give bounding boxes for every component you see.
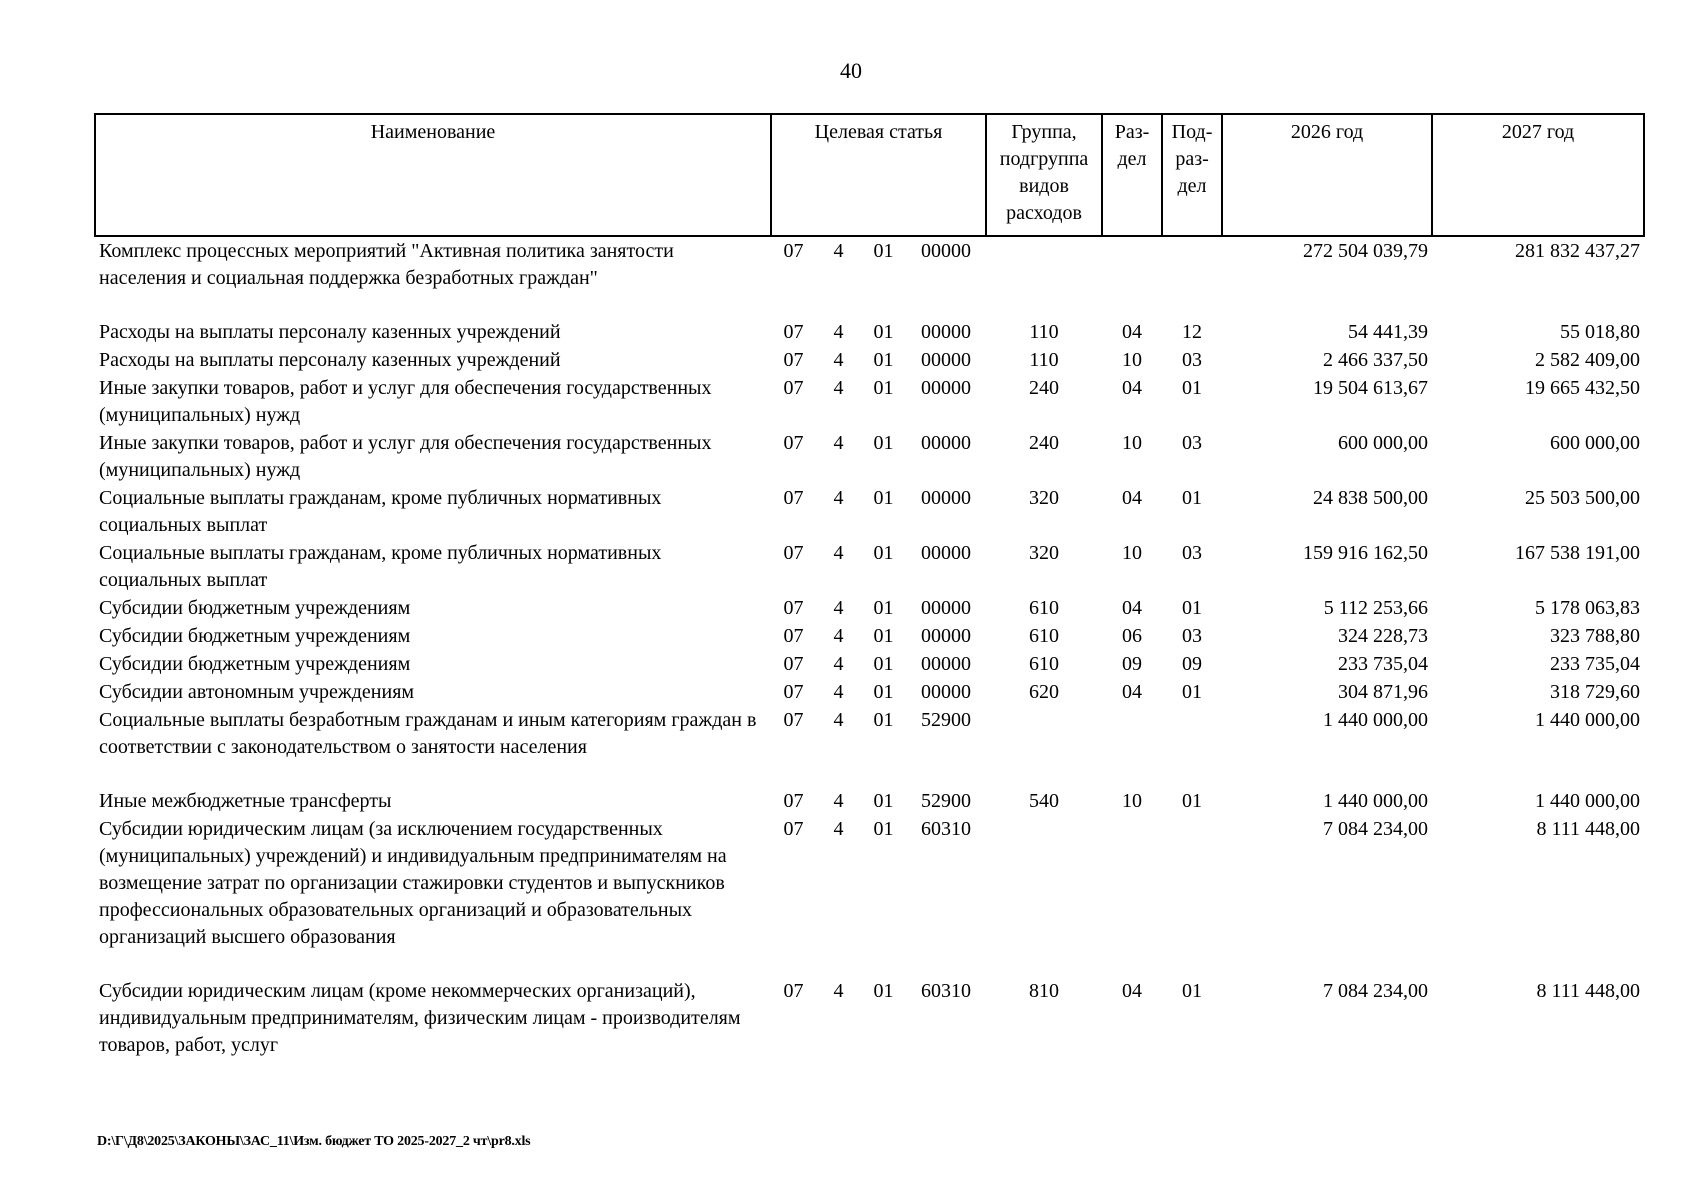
cell-subsection xyxy=(1162,706,1222,761)
cell-2026: 159 916 162,50 xyxy=(1303,542,1429,564)
cell-section: 04 xyxy=(1122,681,1143,703)
table-row xyxy=(95,622,1644,650)
cell-subsection: 03 xyxy=(1182,349,1203,371)
table-row xyxy=(95,977,1644,1059)
cell-section: 09 xyxy=(1122,653,1143,675)
cell-target-3: 01 xyxy=(873,321,894,343)
cell-2027: 25 503 500,00 xyxy=(1525,487,1641,509)
cell-2027: 55 018,80 xyxy=(1560,321,1641,343)
cell-target-4: 52900 xyxy=(921,790,972,812)
cell-name: Иные межбюджетные трансферты xyxy=(99,790,392,812)
cell-group: 110 xyxy=(1029,321,1059,343)
cell-section: 10 xyxy=(1122,542,1143,564)
header-name: Наименование xyxy=(95,114,771,236)
cell-target-2: 4 xyxy=(833,321,844,343)
cell-subsection: 03 xyxy=(1182,625,1203,647)
table-header-row xyxy=(95,114,1644,236)
cell-2026: 7 084 234,00 xyxy=(1323,980,1429,1002)
cell-2026: 272 504 039,79 xyxy=(1303,240,1429,262)
cell-group: 610 xyxy=(1029,597,1060,619)
cell-target-1: 07 xyxy=(783,597,804,619)
cell-2026: 324 228,73 xyxy=(1338,625,1429,647)
cell-target-4: 00000 xyxy=(921,240,972,262)
table-row xyxy=(95,539,1644,594)
cell-group: 320 xyxy=(1029,487,1060,509)
table-row xyxy=(95,706,1644,761)
cell-section: 04 xyxy=(1122,597,1143,619)
cell-2026: 1 440 000,00 xyxy=(1323,709,1429,731)
cell-group: 240 xyxy=(1029,377,1060,399)
table-row xyxy=(95,678,1644,706)
cell-target-2: 4 xyxy=(833,818,844,840)
cell-target-1: 07 xyxy=(783,432,804,454)
cell-subsection xyxy=(1162,815,1222,951)
header-year-2027: 2027 год xyxy=(1432,114,1644,236)
cell-target-4: 00000 xyxy=(921,681,972,703)
cell-target-3: 01 xyxy=(873,790,894,812)
cell-group xyxy=(986,236,1102,292)
header-year-2026: 2026 год xyxy=(1222,114,1432,236)
cell-target-2: 4 xyxy=(833,681,844,703)
cell-section: 10 xyxy=(1122,432,1143,454)
cell-target-4: 60310 xyxy=(921,980,972,1002)
cell-2026: 233 735,04 xyxy=(1338,653,1429,675)
spacer-cell xyxy=(95,761,1644,787)
cell-2026: 2 466 337,50 xyxy=(1323,349,1429,371)
cell-name: Субсидии автономным учреждениям xyxy=(99,681,415,703)
cell-target-2: 4 xyxy=(833,542,844,564)
cell-subsection: 03 xyxy=(1182,542,1203,564)
table-row xyxy=(95,236,1644,292)
cell-target-1: 07 xyxy=(783,653,804,675)
table-row xyxy=(95,346,1644,374)
cell-target-4: 00000 xyxy=(921,321,972,343)
cell-name: Субсидии юридическим лицам (кроме некоммерческих организаций), индивидуальным предпринимателям, физическим лицам - производителям товаров, работ, услуг xyxy=(99,980,741,1056)
table-row xyxy=(95,374,1644,429)
cell-2026: 19 504 613,67 xyxy=(1313,377,1429,399)
table-row xyxy=(95,318,1644,346)
cell-2027: 8 111 448,00 xyxy=(1536,980,1641,1002)
cell-2027: 1 440 000,00 xyxy=(1535,790,1641,812)
cell-2026: 24 838 500,00 xyxy=(1313,487,1429,509)
cell-2026: 54 441,39 xyxy=(1348,321,1429,343)
cell-target-3: 01 xyxy=(873,653,894,675)
cell-2027: 2 582 409,00 xyxy=(1535,349,1641,371)
cell-2026: 1 440 000,00 xyxy=(1323,790,1429,812)
cell-target-3: 01 xyxy=(873,240,894,262)
cell-target-1: 07 xyxy=(783,487,804,509)
cell-target-2: 4 xyxy=(833,432,844,454)
cell-target-4: 52900 xyxy=(921,709,972,731)
cell-subsection: 01 xyxy=(1182,597,1203,619)
cell-2027: 1 440 000,00 xyxy=(1535,709,1641,731)
row-spacer xyxy=(95,951,1644,977)
header-group: Группа, подгруппа видов расходов xyxy=(986,114,1102,236)
cell-target-3: 01 xyxy=(873,487,894,509)
cell-target-1: 07 xyxy=(783,542,804,564)
cell-target-3: 01 xyxy=(873,377,894,399)
cell-target-4: 00000 xyxy=(921,653,972,675)
cell-target-1: 07 xyxy=(783,681,804,703)
cell-name: Субсидии бюджетным учреждениям xyxy=(99,625,411,647)
cell-target-1: 07 xyxy=(783,980,804,1002)
cell-group: 610 xyxy=(1029,625,1060,647)
cell-target-3: 01 xyxy=(873,625,894,647)
cell-name: Субсидии юридическим лицам (за исключением государственных (муниципальных) учреждений) и индивидуальным предпринимателям на возмещение затрат по организации стажировки студентов и выпускников профессиональных образовательных организаций и образовательных организаций высшего образования xyxy=(99,818,727,948)
cell-name: Социальные выплаты гражданам, кроме публичных нормативных социальных выплат xyxy=(99,487,662,536)
cell-2027: 19 665 432,50 xyxy=(1525,377,1641,399)
cell-group: 240 xyxy=(1029,432,1060,454)
cell-target-2: 4 xyxy=(833,597,844,619)
cell-subsection: 03 xyxy=(1182,432,1203,454)
cell-name: Расходы на выплаты персоналу казенных учреждений xyxy=(99,321,561,343)
cell-target-2: 4 xyxy=(833,349,844,371)
cell-section xyxy=(1102,706,1162,761)
cell-group: 610 xyxy=(1029,653,1060,675)
cell-subsection xyxy=(1162,236,1222,292)
cell-section: 06 xyxy=(1122,625,1143,647)
cell-target-2: 4 xyxy=(833,790,844,812)
cell-section: 04 xyxy=(1122,321,1143,343)
cell-target-1: 07 xyxy=(783,709,804,731)
cell-target-4: 00000 xyxy=(921,487,972,509)
cell-section: 04 xyxy=(1122,980,1143,1002)
cell-target-1: 07 xyxy=(783,818,804,840)
cell-2026: 600 000,00 xyxy=(1338,432,1429,454)
cell-subsection: 09 xyxy=(1182,653,1203,675)
cell-name: Комплекс процессных мероприятий "Активная политика занятости населения и социальная поддержка безработных граждан" xyxy=(99,240,674,289)
cell-group: 320 xyxy=(1029,542,1060,564)
cell-target-2: 4 xyxy=(833,377,844,399)
cell-2027: 323 788,80 xyxy=(1550,625,1641,647)
cell-target-2: 4 xyxy=(833,980,844,1002)
cell-target-4: 00000 xyxy=(921,377,972,399)
cell-target-2: 4 xyxy=(833,240,844,262)
cell-target-4: 60310 xyxy=(921,818,972,840)
cell-group: 540 xyxy=(1029,790,1060,812)
cell-subsection: 01 xyxy=(1182,681,1203,703)
header-section: Раз-дел xyxy=(1102,114,1162,236)
cell-target-2: 4 xyxy=(833,653,844,675)
cell-subsection: 12 xyxy=(1182,321,1203,343)
header-target-article: Целевая статья xyxy=(771,114,986,236)
cell-2027: 5 178 063,83 xyxy=(1535,597,1641,619)
cell-name: Социальные выплаты безработным гражданам и иным категориям граждан в соответствии с законодательством о занятости населения xyxy=(99,709,757,758)
cell-target-4: 00000 xyxy=(921,349,972,371)
cell-target-3: 01 xyxy=(873,681,894,703)
cell-name: Субсидии бюджетным учреждениям xyxy=(99,597,411,619)
cell-2026: 304 871,96 xyxy=(1338,681,1429,703)
cell-target-2: 4 xyxy=(833,709,844,731)
cell-target-2: 4 xyxy=(833,487,844,509)
cell-target-3: 01 xyxy=(873,980,894,1002)
cell-target-1: 07 xyxy=(783,790,804,812)
cell-name: Социальные выплаты гражданам, кроме публичных нормативных социальных выплат xyxy=(99,542,662,591)
cell-section: 10 xyxy=(1122,790,1143,812)
cell-name: Расходы на выплаты персоналу казенных учреждений xyxy=(99,349,561,371)
cell-2027: 600 000,00 xyxy=(1550,432,1641,454)
cell-subsection: 01 xyxy=(1182,487,1203,509)
table-row xyxy=(95,594,1644,622)
cell-group: 810 xyxy=(1029,980,1060,1002)
cell-target-3: 01 xyxy=(873,542,894,564)
table-body xyxy=(95,236,1644,1059)
cell-target-1: 07 xyxy=(783,349,804,371)
table-row xyxy=(95,787,1644,815)
cell-subsection: 01 xyxy=(1182,790,1203,812)
cell-target-4: 00000 xyxy=(921,542,972,564)
cell-target-3: 01 xyxy=(873,349,894,371)
cell-target-1: 07 xyxy=(783,377,804,399)
budget-table xyxy=(94,113,1645,1059)
cell-2026: 5 112 253,66 xyxy=(1323,597,1429,619)
page-number: 40 xyxy=(840,58,862,83)
cell-2027: 233 735,04 xyxy=(1550,653,1641,675)
row-spacer xyxy=(95,761,1644,787)
table-row xyxy=(95,484,1644,539)
cell-2027: 167 538 191,00 xyxy=(1515,542,1641,564)
cell-group xyxy=(986,815,1102,951)
cell-group: 110 xyxy=(1029,349,1059,371)
cell-group: 620 xyxy=(1029,681,1060,703)
cell-target-2: 4 xyxy=(833,625,844,647)
spacer-cell xyxy=(95,292,1644,318)
cell-subsection: 01 xyxy=(1182,377,1203,399)
cell-name: Иные закупки товаров, работ и услуг для обеспечения государственных (муниципальных) нужд xyxy=(99,377,712,426)
table-row xyxy=(95,815,1644,951)
cell-2027: 8 111 448,00 xyxy=(1536,818,1641,840)
cell-subsection: 01 xyxy=(1182,980,1203,1002)
cell-group xyxy=(986,706,1102,761)
header-subsection: Под-раз-дел xyxy=(1162,114,1222,236)
table-row xyxy=(95,429,1644,484)
cell-section: 04 xyxy=(1122,487,1143,509)
cell-target-1: 07 xyxy=(783,625,804,647)
table-row xyxy=(95,650,1644,678)
cell-name: Иные закупки товаров, работ и услуг для обеспечения государственных (муниципальных) нужд xyxy=(99,432,712,481)
cell-2027: 281 832 437,27 xyxy=(1515,240,1641,262)
cell-target-1: 07 xyxy=(783,240,804,262)
cell-target-4: 00000 xyxy=(921,432,972,454)
cell-target-3: 01 xyxy=(873,818,894,840)
cell-2027: 318 729,60 xyxy=(1550,681,1641,703)
row-spacer xyxy=(95,292,1644,318)
cell-target-3: 01 xyxy=(873,709,894,731)
cell-target-4: 00000 xyxy=(921,625,972,647)
footer-file-path: D:\Г\Д8\2025\ЗАКОНЫ\ЗАС_11\Изм. бюджет ТО 2025-2027_2 чт\pr8.xls xyxy=(97,1134,531,1149)
cell-section xyxy=(1102,236,1162,292)
spacer-cell xyxy=(95,951,1644,977)
cell-2026: 7 084 234,00 xyxy=(1323,818,1429,840)
cell-section xyxy=(1102,815,1162,951)
cell-target-3: 01 xyxy=(873,432,894,454)
cell-target-3: 01 xyxy=(873,597,894,619)
budget-table-wrapper xyxy=(94,113,1643,1059)
cell-target-1: 07 xyxy=(783,321,804,343)
cell-name: Субсидии бюджетным учреждениям xyxy=(99,653,411,675)
cell-target-4: 00000 xyxy=(921,597,972,619)
cell-section: 10 xyxy=(1122,349,1143,371)
cell-section: 04 xyxy=(1122,377,1143,399)
